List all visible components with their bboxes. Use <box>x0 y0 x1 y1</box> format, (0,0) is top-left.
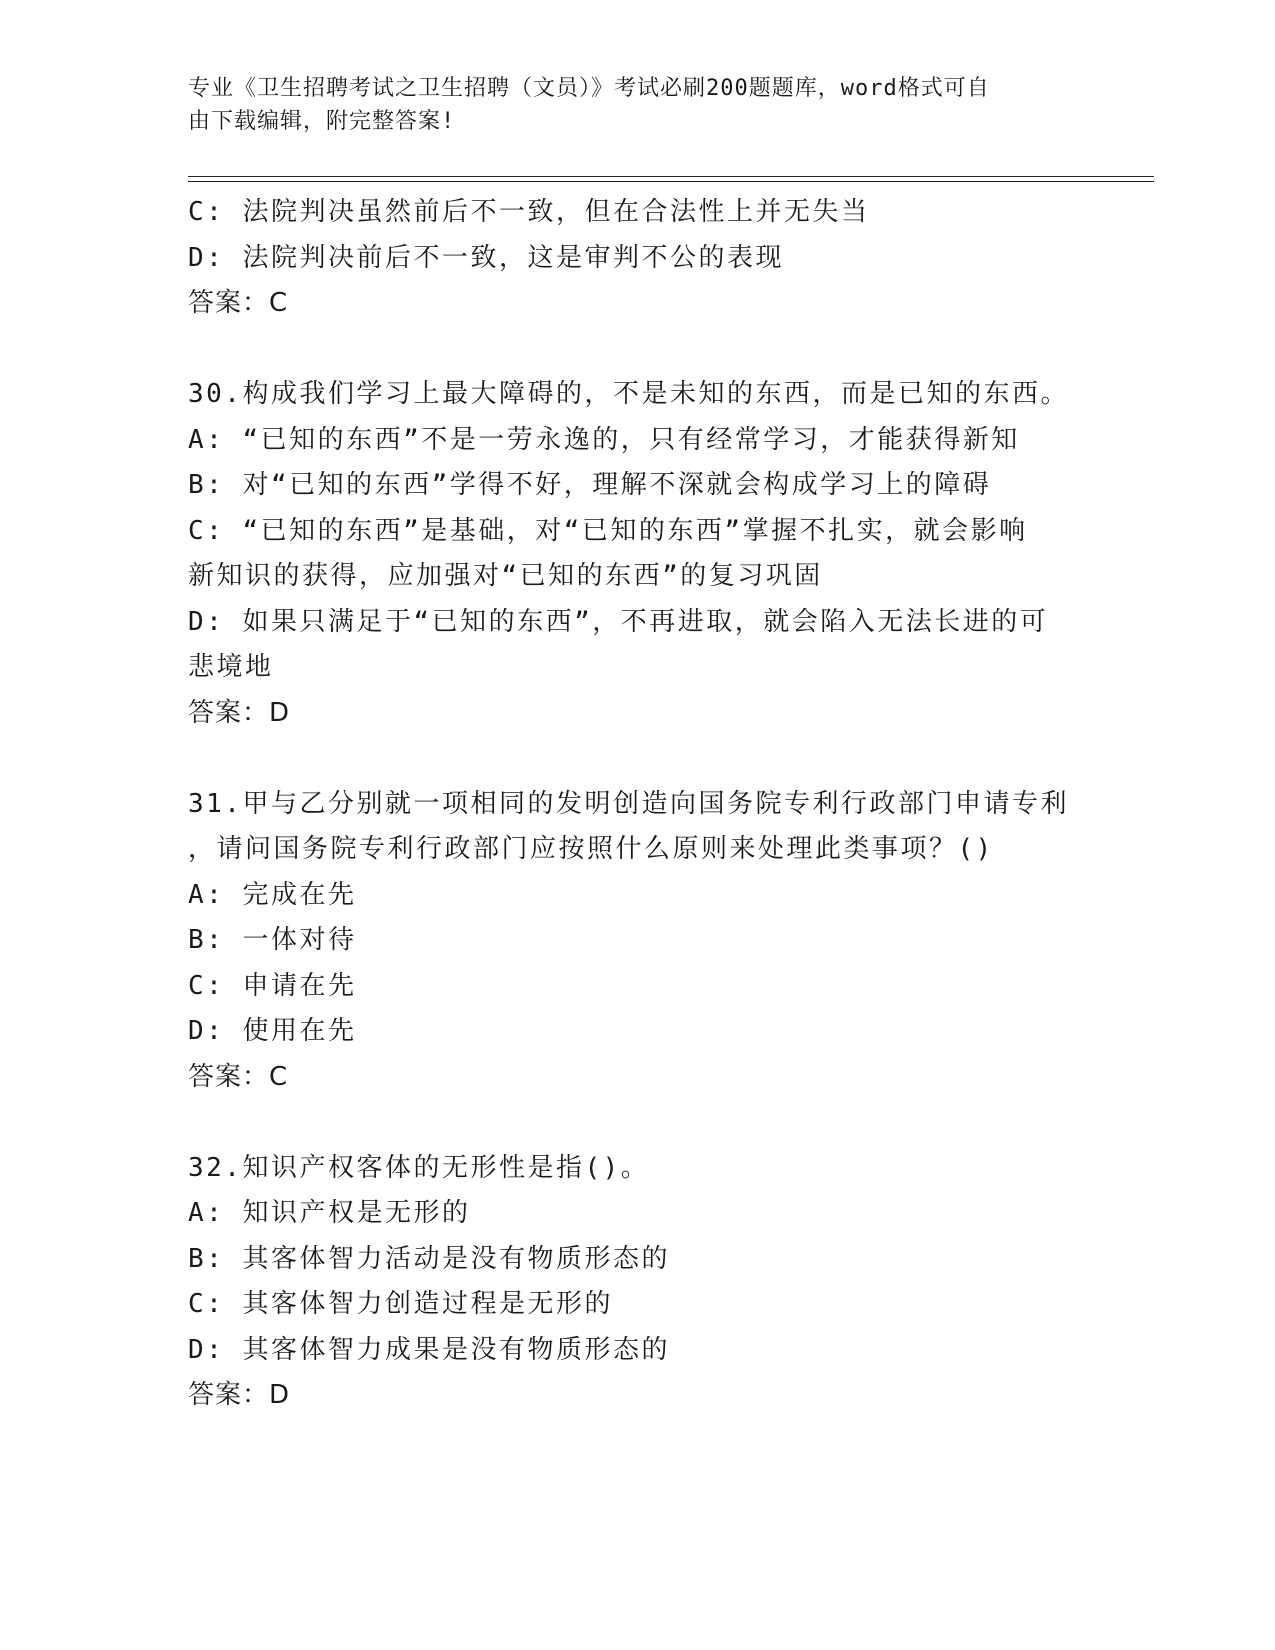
question-stem: 30.构成我们学习上最大障碍的，不是未知的东西，而是已知的东西。 <box>188 379 1069 409</box>
option-b: B: 其客体智力活动是没有物质形态的 <box>188 1243 670 1274</box>
question-block-30 <box>188 372 1088 736</box>
question-stem-line-2: ，请问国务院专利行政部门应按照什么原则来处理此类事项？() <box>188 834 994 864</box>
option-c: C: 法院判决虽然前后不一致，但在合法性上并无失当 <box>188 197 870 227</box>
question-stem-line-1: 31.甲与乙分别就一项相同的发明创造向国务院专利行政部门申请专利 <box>188 788 1069 819</box>
option-c-line-2: 新知识的获得，应加强对“已知的东西”的复习巩固 <box>188 561 823 591</box>
option-d-line-1: D: 如果只满足于“已知的东西”，不再进取，就会陷入无法长进的可 <box>188 606 1049 637</box>
document-header <box>188 72 1068 138</box>
spacer <box>188 1100 1088 1146</box>
option-d: D: 其客体智力成果是没有物质形态的 <box>188 1334 670 1365</box>
spacer <box>188 736 1088 782</box>
answer-line: 答案：C <box>188 288 289 318</box>
option-d: D: 使用在先 <box>188 1016 357 1046</box>
document-body <box>188 190 1088 1419</box>
option-a: A: 完成在先 <box>188 879 357 910</box>
answer-line: 答案：D <box>188 1380 291 1410</box>
question-block-32 <box>188 1146 1088 1419</box>
option-c-line-1: C: “已知的东西”是基础，对“已知的东西”掌握不扎实，就会影响 <box>188 515 1028 546</box>
header-rule-bottom <box>188 181 1154 182</box>
option-d: D: 法院判决前后不一致，这是审判不公的表现 <box>188 242 784 273</box>
option-a: A: 知识产权是无形的 <box>188 1198 471 1228</box>
option-c: C: 申请在先 <box>188 970 357 1001</box>
header-line-2: 由下载编辑，附完整答案! <box>188 109 456 134</box>
answer-line: 答案：D <box>188 697 291 728</box>
option-a: A: “已知的东西”不是一劳永逸的，只有经常学习，才能获得新知 <box>188 424 1020 455</box>
header-line-1: 专业《卫生招聘考试之卫生招聘（文员）》考试必刷200题题库，word格式可自 <box>188 76 990 101</box>
option-b: B: 一体对待 <box>188 925 357 955</box>
option-c: C: 其客体智力创造过程是无形的 <box>188 1289 613 1319</box>
question-block-prev <box>188 190 1088 327</box>
question-stem: 32.知识产权客体的无形性是指()。 <box>188 1152 650 1183</box>
option-d-line-2: 悲境地 <box>188 652 274 682</box>
spacer <box>188 327 1088 373</box>
header-rule-top <box>188 176 1154 177</box>
question-block-31 <box>188 782 1088 1101</box>
answer-line: 答案：C <box>188 1061 289 1092</box>
option-b: B: 对“已知的东西”学得不好，理解不深就会构成学习上的障碍 <box>188 470 992 500</box>
